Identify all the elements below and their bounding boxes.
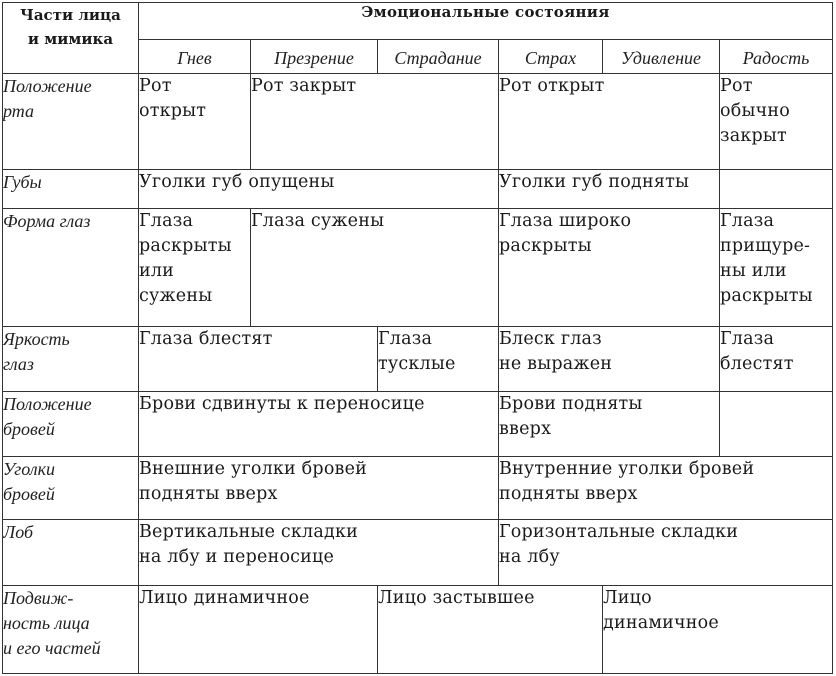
cell-brow-corners-positive: Внутренние уголки бровей подняты вверх — [499, 457, 833, 520]
col-header-contempt: Презрение — [251, 40, 378, 74]
emotions-facial-expression-table — [2, 2, 833, 674]
row-header-lips: Губы — [3, 170, 139, 209]
col-header-anger: Гнев — [139, 40, 251, 74]
col-header-joy: Радость — [720, 40, 833, 74]
cell-mouth-contempt-suffering: Рот закрыт — [251, 74, 499, 170]
cell-brow-position-joy — [720, 392, 833, 457]
cell-brow-corners-negative: Внешние уголки бровей подняты вверх — [139, 457, 499, 520]
cell-brow-position-fear-surprise: Брови подняты вверх — [499, 392, 720, 457]
cell-eye-shape-contempt-suffering: Глаза сужены — [251, 209, 499, 327]
col-header-surprise: Удивление — [603, 40, 720, 74]
row-header-face-mobility: Подвиж- ность лица и его частей — [3, 586, 139, 674]
row-header-forehead: Лоб — [3, 520, 139, 586]
cell-eye-brightness-joy: Глаза блестят — [720, 327, 833, 392]
row-header-eye-shape: Форма глаз — [3, 209, 139, 327]
cell-lips-fear-surprise: Уголки губ подняты — [499, 170, 720, 209]
cell-mobility-anger-contempt: Лицо динамичное — [139, 586, 378, 674]
cell-eye-shape-fear-surprise: Глаза широко раскрыты — [499, 209, 720, 327]
row-header-brow-position: Положение бровей — [3, 392, 139, 457]
emotional-states-title: Эмоциональные состояния — [139, 3, 833, 40]
cell-mobility-surprise-joy: Лицо динамичное — [603, 586, 833, 674]
col-header-fear: Страх — [499, 40, 603, 74]
col-header-suffering: Страдание — [378, 40, 499, 74]
corner-header: Части лица и мимика — [3, 3, 139, 74]
cell-mouth-fear-surprise: Рот открыт — [499, 74, 720, 170]
cell-mouth-joy: Рот обычно закрыт — [720, 74, 833, 170]
cell-mobility-suffering-fear: Лицо застывшее — [378, 586, 603, 674]
cell-brow-position-negative: Брови сдвинуты к переносице — [139, 392, 499, 457]
row-header-mouth-position: Положение рта — [3, 74, 139, 170]
cell-mouth-anger: Рот открыт — [139, 74, 251, 170]
row-header-eye-brightness: Яркость глаз — [3, 327, 139, 392]
cell-lips-joy — [720, 170, 833, 209]
cell-eye-brightness-fear-surprise: Блеск глаз не выражен — [499, 327, 720, 392]
cell-eye-brightness-suffering: Глаза тусклые — [378, 327, 499, 392]
cell-eye-brightness-anger-contempt: Глаза блестят — [139, 327, 378, 392]
row-header-brow-corners: Уголки бровей — [3, 457, 139, 520]
cell-lips-negative: Уголки губ опущены — [139, 170, 499, 209]
cell-eye-shape-anger: Глаза раскрыты или сужены — [139, 209, 251, 327]
cell-forehead-positive: Горизонтальные складки на лбу — [499, 520, 833, 586]
cell-forehead-negative: Вертикальные складки на лбу и переносице — [139, 520, 499, 586]
cell-eye-shape-joy: Глаза прищуре- ны или раскрыты — [720, 209, 833, 327]
